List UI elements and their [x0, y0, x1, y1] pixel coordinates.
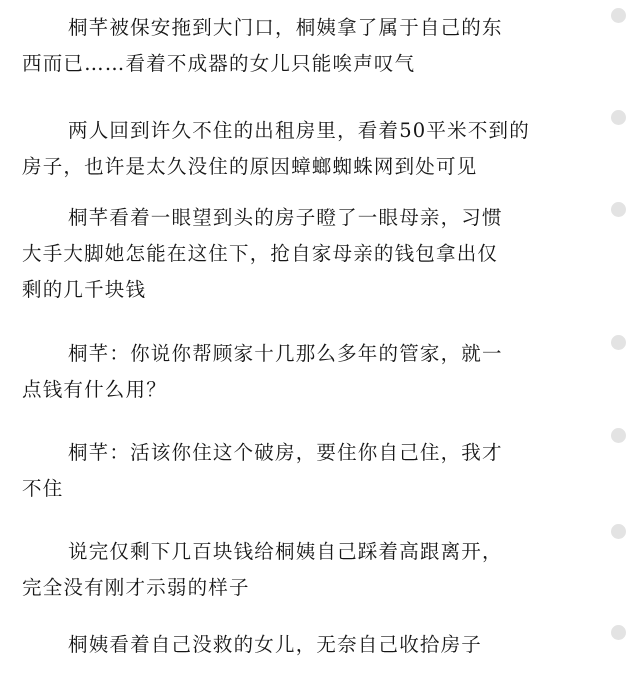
text-line: 桐芊被保安拖到大门口，桐姨拿了属于自己的东	[68, 16, 503, 39]
text-line: 大手大脚她怎能在这住下，抢自家母亲的钱包拿出仅	[22, 242, 499, 265]
text-line: 桐芊：活该你住这个破房，要住你自己住，我才	[68, 441, 503, 464]
margin-dot	[611, 110, 626, 125]
text-line: 剩的几千块钱	[22, 278, 147, 301]
margin-dot	[611, 625, 626, 640]
text-line: 桐芊：你说你帮顾家十几那么多年的管家，就一	[68, 342, 503, 365]
paragraph	[22, 534, 592, 606]
text-line: 桐芊看着一眼望到头的房子瞪了一眼母亲，习惯	[68, 206, 503, 229]
text-line: 完全没有刚才示弱的样子	[22, 576, 250, 599]
margin-dot	[611, 335, 626, 350]
text-line: 西而已……看着不成器的女儿只能唉声叹气	[22, 52, 416, 75]
paragraph	[22, 336, 592, 408]
margin-dot	[611, 524, 626, 539]
paragraph	[22, 200, 592, 308]
text-line: 不住	[22, 477, 64, 500]
paragraph	[22, 10, 592, 82]
margin-dot	[611, 202, 626, 217]
margin-dot	[611, 8, 626, 23]
text-line: 点钱有什么用？	[22, 378, 167, 401]
text-line: 桐姨看着自己没救的女儿，无奈自己收拾房子	[68, 633, 483, 656]
paragraph	[22, 113, 592, 185]
text-line: 说完仅剩下几百块钱给桐姨自己踩着高跟离开，	[68, 540, 503, 563]
notebook-margin-dots	[611, 0, 631, 694]
paragraph	[22, 627, 592, 663]
margin-dot	[611, 428, 626, 443]
paragraph	[22, 435, 592, 507]
text-line: 房子，也许是太久没住的原因蟑螂蜘蛛网到处可见	[22, 155, 478, 178]
text-line: 两人回到许久不住的出租房里，看着50平米不到的	[68, 119, 530, 142]
